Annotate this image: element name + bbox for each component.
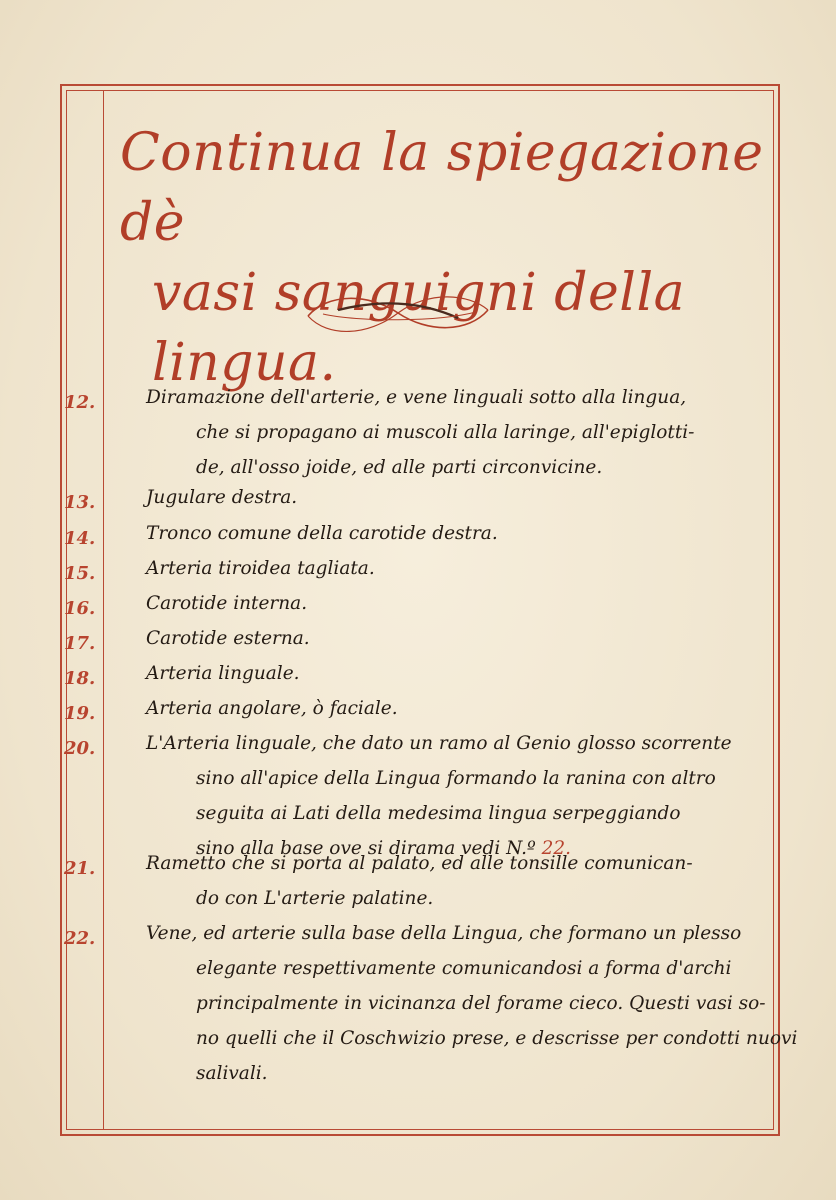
- entry-line: Diramazione dell'arterie, e vene linguali sotto alla lingua,: [146, 387, 687, 408]
- entry-number: 21.: [64, 858, 96, 879]
- entry-number: 20.: [64, 738, 96, 759]
- entry-line: Jugulare destra.: [146, 487, 298, 508]
- calligraphic-flourish-icon: [298, 288, 498, 338]
- entry-line: Carotide esterna.: [146, 628, 310, 649]
- entry-21-text: [146, 846, 776, 916]
- entry-line: seguita ai Lati della medesima lingua serpeggiando: [196, 803, 681, 824]
- entry-line: sino all'apice della Lingua formando la ranina con altro: [196, 768, 716, 789]
- entry-number: 15.: [64, 563, 96, 584]
- title-line-1: Continua la spiegazione dè: [120, 123, 764, 253]
- entry-line: che si propagano ai muscoli alla laringe, all'epiglotti-: [196, 422, 695, 443]
- entry-line: no quelli che il Coschwizio prese, e descrisse per condotti nuovi: [196, 1028, 798, 1049]
- entry-13-text: [146, 480, 776, 515]
- entry-number: 13.: [64, 492, 96, 513]
- entry-15-text: [146, 551, 776, 586]
- entry-line: Arteria tiroidea tagliata.: [146, 558, 375, 579]
- entry-line: elegante respettivamente comunicandosi a forma d'archi: [196, 958, 732, 979]
- entry-22-text: [146, 916, 798, 1091]
- entry-16-text: [146, 586, 776, 621]
- entry-number: 16.: [64, 598, 96, 619]
- entry-line: Rametto che si porta al palato, ed alle tonsille comunican-: [146, 853, 693, 874]
- entry-number: 18.: [64, 668, 96, 689]
- entry-20-text: [146, 726, 776, 866]
- entry-line: Carotide interna.: [146, 593, 308, 614]
- entry-line: principalmente in vicinanza del forame cieco. Questi vasi so-: [196, 993, 766, 1014]
- entry-line-text: sino alla base ove si dirama vedi N.º: [196, 838, 536, 859]
- entry-line: Arteria linguale.: [146, 663, 300, 684]
- page-title: [120, 118, 770, 398]
- entry-line: do con L'arterie palatine.: [196, 888, 434, 909]
- entry-18-text: [146, 656, 776, 691]
- entry-number: 19.: [64, 703, 96, 724]
- entry-12-text: [146, 380, 776, 485]
- entry-19-text: [146, 691, 776, 726]
- entry-line: L'Arteria linguale, che dato un ramo al Genio glosso scorrente: [146, 733, 732, 754]
- cross-reference-number: 22.: [541, 838, 572, 859]
- entry-number: 12.: [64, 392, 96, 413]
- entry-14-text: [146, 516, 776, 551]
- entry-line: salivali.: [196, 1063, 268, 1084]
- entry-number: 17.: [64, 633, 96, 654]
- entry-number: 22.: [64, 928, 96, 949]
- entry-number: 14.: [64, 528, 96, 549]
- entry-line: Tronco comune della carotide destra.: [146, 523, 498, 544]
- entry-line: Arteria angolare, ò faciale.: [146, 698, 398, 719]
- entry-17-text: [146, 621, 776, 656]
- title-line-2: vasi sanguigni della lingua.: [152, 263, 686, 393]
- entry-line: Vene, ed arterie sulla base della Lingua, che formano un plesso: [146, 923, 742, 944]
- entry-line: de, all'osso joide, ed alle parti circonvicine.: [196, 457, 603, 478]
